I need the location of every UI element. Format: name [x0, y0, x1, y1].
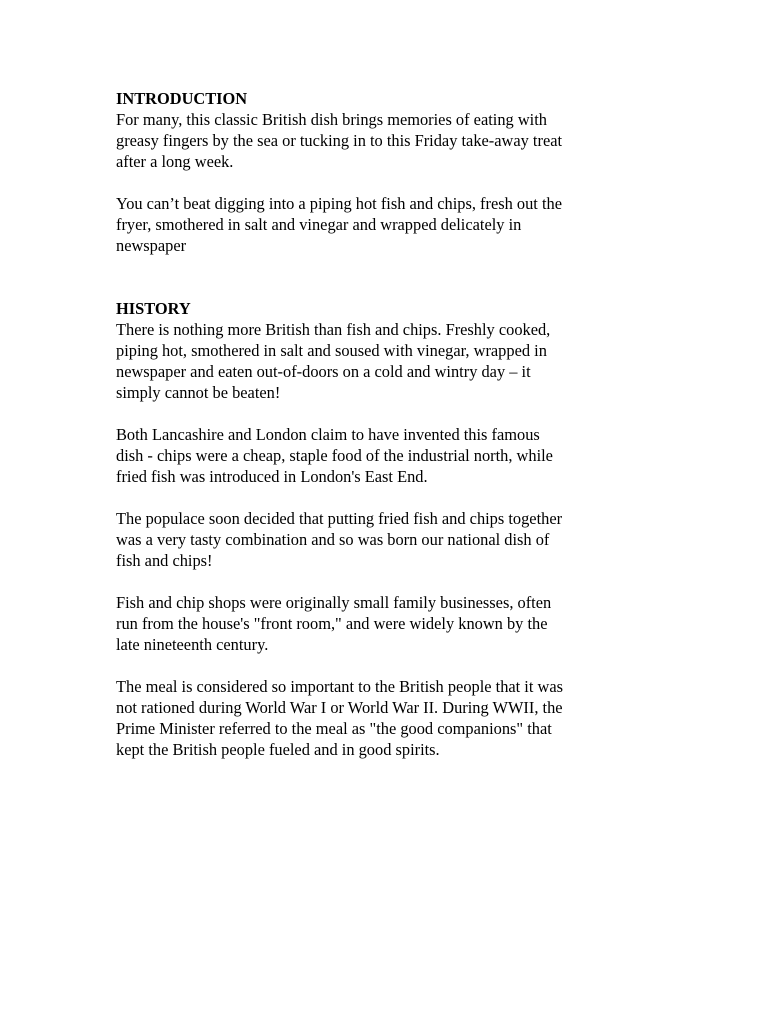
text-line: Fish and chip shops were originally small family businesses, often [116, 593, 552, 612]
history-paragraph [116, 319, 656, 403]
text-line: was a very tasty combination and so was born our national dish of [116, 530, 550, 549]
history-paragraph [116, 508, 656, 571]
document-page [116, 88, 656, 760]
paragraph-gap [116, 172, 656, 193]
text-line: kept the British people fueled and in good spirits. [116, 740, 440, 759]
text-line: There is nothing more British than fish and chips. Freshly cooked, [116, 320, 551, 339]
text-line: late nineteenth century. [116, 635, 269, 654]
history-paragraph [116, 592, 656, 655]
text-line: Both Lancashire and London claim to have invented this famous [116, 425, 540, 444]
text-line: greasy fingers by the sea or tucking in to this Friday take-away treat [116, 131, 563, 150]
text-line: piping hot, smothered in salt and soused with vinegar, wrapped in [116, 341, 547, 360]
text-line: after a long week. [116, 152, 234, 171]
paragraph-gap [116, 655, 656, 676]
text-line: For many, this classic British dish brings memories of eating with [116, 110, 547, 129]
text-line: newspaper and eaten out-of-doors on a cold and wintry day – it [116, 362, 531, 381]
text-line: fish and chips! [116, 551, 213, 570]
introduction-paragraph [116, 193, 656, 256]
text-line: run from the house's "front room," and were widely known by the [116, 614, 548, 633]
paragraph-gap [116, 571, 656, 592]
history-paragraph [116, 676, 656, 760]
text-line: Prime Minister referred to the meal as "the good companions" that [116, 719, 552, 738]
introduction-section [116, 88, 656, 256]
text-line: You can’t beat digging into a piping hot fish and chips, fresh out the [116, 194, 562, 213]
section-gap [116, 256, 656, 298]
history-section [116, 298, 656, 760]
text-line: The populace soon decided that putting fried fish and chips together [116, 509, 563, 528]
text-line: fried fish was introduced in London's East End. [116, 467, 428, 486]
paragraph-gap [116, 403, 656, 424]
history-paragraph [116, 424, 656, 487]
history-heading: HISTORY [116, 299, 191, 318]
text-line: dish - chips were a cheap, staple food of the industrial north, while [116, 446, 553, 465]
text-line: The meal is considered so important to the British people that it was [116, 677, 564, 696]
paragraph-gap [116, 487, 656, 508]
text-line: simply cannot be beaten! [116, 383, 281, 402]
introduction-heading: INTRODUCTION [116, 89, 248, 108]
introduction-paragraph [116, 109, 656, 172]
text-line: fryer, smothered in salt and vinegar and wrapped delicately in [116, 215, 522, 234]
text-line: not rationed during World War I or World War II. During WWII, the [116, 698, 563, 717]
text-line: newspaper [116, 236, 187, 255]
